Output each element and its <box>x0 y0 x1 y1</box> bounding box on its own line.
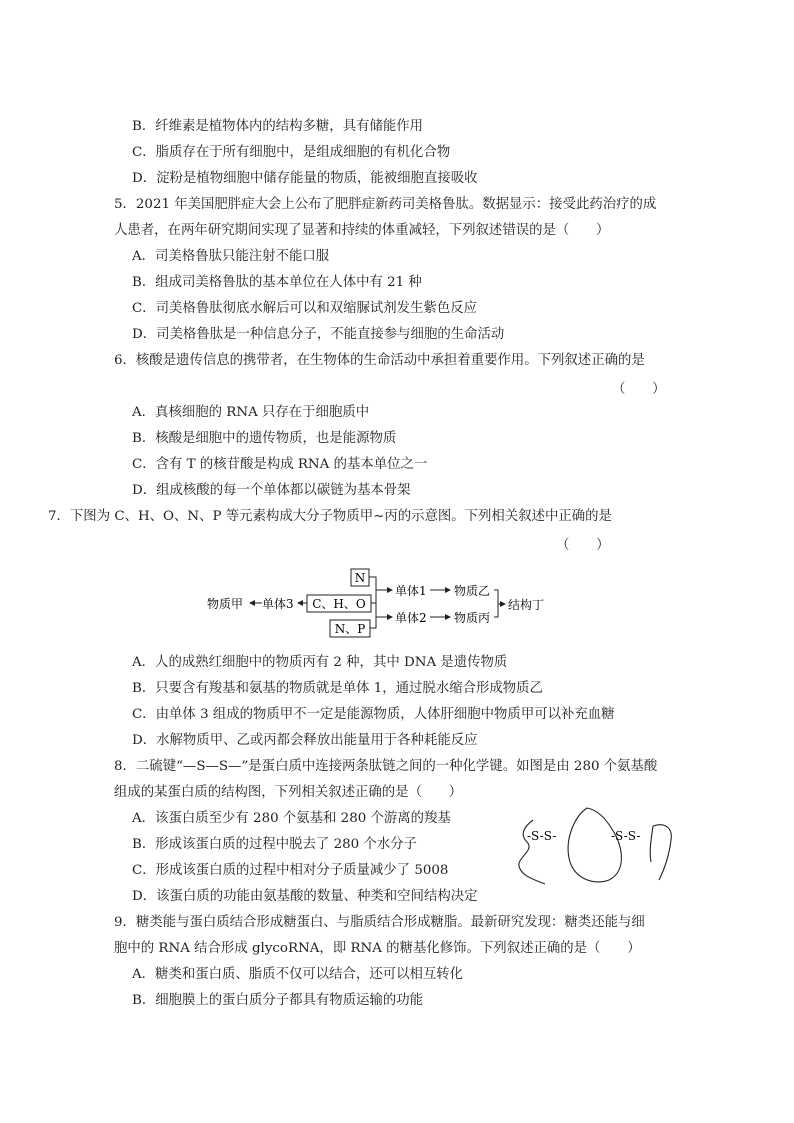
q6-option-d: D．组成核酸的每一个单体都以碳链为基本骨架 <box>132 483 411 498</box>
q8-stem-line2: 组成的某蛋白质的结构图，下列相关叙述正确的是（ ） <box>114 785 463 800</box>
q7-option-d: D．水解物质甲、乙或丙都会释放出能量用于各种耗能反应 <box>132 733 478 748</box>
cho-label: C、H、O <box>312 597 366 611</box>
q4-option-c: C．脂质存在于所有细胞中，是组成细胞的有机化合物 <box>132 145 451 160</box>
q9-option-a: A．糖类和蛋白质、脂质不仅可以结合，还可以相互转化 <box>132 967 464 982</box>
q9-option-b: B．细胞膜上的蛋白质分子都具有物质运输的功能 <box>132 993 424 1008</box>
protein-structure-diagram <box>505 800 685 890</box>
disulfide-bond-2: -S-S- <box>611 829 641 843</box>
substance-a-label: 物质甲 <box>207 597 244 611</box>
q8-option-a: A．该蛋白质至少有 280 个氨基和 280 个游离的羧基 <box>132 811 451 826</box>
q6-stem-line1: 6．核酸是遗传信息的携带者，在生物体的生命活动中承担着重要作用。下列叙述正确的是 <box>114 353 645 368</box>
q7-answer-paren: （ ） <box>556 538 610 553</box>
q8-option-b: B．形成该蛋白质的过程中脱去了 280 个水分子 <box>132 837 417 852</box>
q5-option-a: A．司美格鲁肽只能注射不能口服 <box>132 249 330 264</box>
q5-option-c: C．司美格鲁肽彻底水解后可以和双缩脲试剂发生紫色反应 <box>132 301 478 316</box>
disulfide-bond-1: -S-S- <box>527 829 557 843</box>
structure-d-label: 结构丁 <box>508 598 545 612</box>
q7-option-a: A．人的成熟红细胞中的物质丙有 2 种，其中 DNA 是遗传物质 <box>132 655 508 670</box>
np-label: N、P <box>334 622 366 636</box>
q5-option-d: D．司美格鲁肽是一种信息分子，不能直接参与细胞的生命活动 <box>132 327 505 342</box>
monomer1-label: 单体1 <box>395 584 427 598</box>
q7-option-c: C．由单体 3 组成的物质甲不一定是能源物质，人体肝细胞中物质甲可以补充血糖 <box>132 707 615 722</box>
q8-stem-line1: 8．二硫键“—S—S—”是蛋白质中连接两条肽链之间的一种化学键。如图是由 280 个氨基酸 <box>114 759 658 774</box>
monomer2-label: 单体2 <box>395 611 427 625</box>
substance-c-label: 物质丙 <box>454 611 491 625</box>
q6-answer-paren: （ ） <box>612 382 666 397</box>
q7-option-b: B．只要含有羧基和氨基的物质就是单体 1，通过脱水缩合形成物质乙 <box>132 681 543 696</box>
q8-option-d: D．该蛋白质的功能由氨基酸的数量、种类和空间结构决定 <box>132 889 478 904</box>
q9-stem-line1: 9．糖类能与蛋白质结合形成糖蛋白、与脂质结合形成糖脂。最新研究发现：糖类还能与细 <box>114 915 645 930</box>
q5-option-b: B．组成司美格鲁肽的基本单位在人体中有 21 种 <box>132 275 422 290</box>
substance-b-label: 物质乙 <box>454 584 491 598</box>
q6-option-a: A．真核细胞的 RNA 只存在于细胞质中 <box>132 405 370 420</box>
monomer3-label: 单体3 <box>262 597 294 611</box>
q6-option-c: C．含有 T 的核苷酸是构成 RNA 的基本单位之一 <box>132 457 428 472</box>
q7-stem-line1: 7．下图为 C、H、O、N、P 等元素构成大分子物质甲~丙的示意图。下列相关叙述中正确的是 <box>48 509 612 524</box>
q6-option-b: B．核酸是细胞中的遗传物质，也是能源物质 <box>132 431 397 446</box>
q7-element-diagram <box>0 560 794 650</box>
q5-stem-line1: 5．2021 年美国肥胖症大会上公布了肥胖症新药司美格鲁肽。数据显示：接受此药治疗的成 <box>114 197 657 212</box>
q4-option-b: B．纤维素是植物体内的结构多糖，具有储能作用 <box>132 119 424 134</box>
n-label: N <box>354 571 366 585</box>
q4-option-d: D．淀粉是植物细胞中储存能量的物质，能被细胞直接吸收 <box>132 171 478 186</box>
q8-option-c: C．形成该蛋白质的过程中相对分子质量减少了 5008 <box>132 863 449 878</box>
q5-stem-line2: 人患者，在两年研究期间实现了显著和持续的体重减轻，下列叙述错误的是（ ） <box>114 223 610 238</box>
q9-stem-line2: 胞中的 RNA 结合形成 glycoRNA，即 RNA 的糖基化修饰。下列叙述正确的是（ ） <box>114 941 641 956</box>
